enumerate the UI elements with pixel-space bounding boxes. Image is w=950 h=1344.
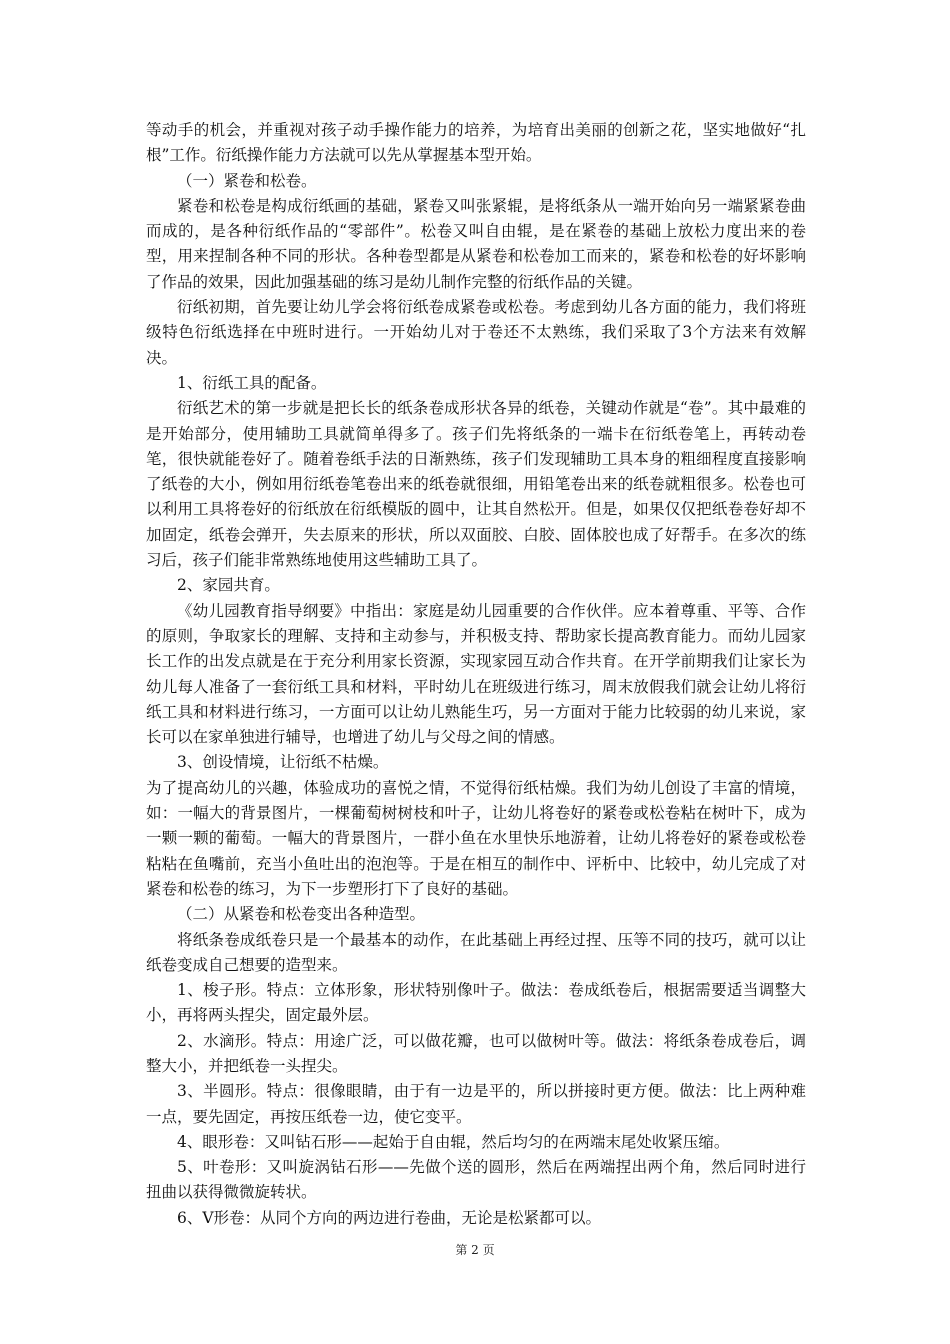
- paragraph: （一）紧卷和松卷。: [177, 171, 317, 190]
- document-body: [146, 118, 806, 1231]
- paragraph: 衍纸初期，首先要让幼儿学会将衍纸卷成紧卷或松卷。考虑到幼儿各方面的能力，我们将班级特色衍纸选择在中班时进行。一开始幼儿对于卷还不太熟练，我们采取了3个方法来有效解决。: [146, 298, 806, 367]
- paragraph: 2、家园共育。: [177, 576, 280, 595]
- paragraph: 紧卷和松卷是构成衍纸画的基础，紧卷又叫张紧辊，是将纸条从一端开始向另一端紧紧卷曲而成的，是各种衍纸作品的“零部件”。松卷又叫自由辊，是在紧卷的基础上放松力度出来的卷型，用来捏制各种不同的形状。各种卷型都是从紧卷和松卷加工而来的，紧卷和松卷的好坏影响了作品的效果，因此加强基础的练习是幼儿制作完整的衍纸作品的关键。: [146, 196, 806, 291]
- paragraph: 衍纸艺术的第一步就是把长长的纸条卷成形状各异的纸卷，关键动作就是“卷”。其中最难的是开始部分，使用辅助工具就简单得多了。孩子们先将纸条的一端卡在衍纸卷笔上，再转动卷笔，很快就能卷好了。随着卷纸手法的日渐熟练，孩子们发现辅助工具本身的粗细程度直接影响了纸卷的大小，例如用衍纸卷笔卷出来的纸卷就很细，用铅笔卷出来的纸卷就粗很多。松卷也可以利用工具将卷好的衍纸放在衍纸模版的圆中，让其自然松开。但是，如果仅仅把纸卷卷好却不加固定，纸卷会弹开，失去原来的形状，所以双面胶、白胶、固体胶也成了好帮手。在多次的练习后，孩子们能非常熟练地使用这些辅助工具了。: [146, 399, 806, 570]
- paragraph: 为了提高幼儿的兴趣，体验成功的喜悦之情，不觉得衍纸枯燥。我们为幼儿创设了丰富的情境，如：一幅大的背景图片，一棵葡萄树树枝和叶子，让幼儿将卷好的紧卷或松卷粘在树叶下，成为一颗一颗的葡萄。一幅大的背景图片，一群小鱼在水里快乐地游着，让幼儿将卷好的紧卷或松卷粘粘在鱼嘴前，充当小鱼吐出的泡泡等。于是在相互的制作中、评析中、比较中，幼儿完成了对紧卷和松卷的练习，为下一步塑形打下了良好的基础。: [146, 778, 806, 898]
- paragraph: 2、水滴形。特点：用途广泛，可以做花瓣，也可以做树叶等。做法：将纸条卷成卷后，调整大小，并把纸卷一头捏尖。: [146, 1031, 806, 1075]
- paragraph: 将纸条卷成纸卷只是一个最基本的动作，在此基础上再经过捏、压等不同的技巧，就可以让纸卷变成自己想要的造型来。: [146, 930, 806, 974]
- paragraph: 6、V形卷：从同个方向的两边进行卷曲，无论是松紧都可以。: [177, 1208, 602, 1227]
- paragraph: 《幼儿园教育指导纲要》中指出：家庭是幼儿园重要的合作伙伴。应本着尊重、平等、合作的原则，争取家长的理解、支持和主动参与，并积极支持、帮助家长提高教育能力。而幼儿园家长工作的出发点就是在于充分利用家长资源，实现家园互动合作共育。在开学前期我们让家长为幼儿每人准备了一套衍纸工具和材料，平时幼儿在班级进行练习，周末放假我们就会让幼儿将衍纸工具和材料进行练习，一方面可以让幼儿熟能生巧，另一方面对于能力比较弱的幼儿来说，家长可以在家单独进行辅导，也增进了幼儿与父母之间的情感。: [146, 601, 806, 747]
- paragraph: 等动手的机会，并重视对孩子动手操作能力的培养，为培育出美丽的创新之花，坚实地做好“扎根”工作。衍纸操作能力方法就可以先从掌握基本型开始。: [146, 121, 806, 165]
- paragraph: 1、衍纸工具的配备。: [177, 373, 327, 392]
- paragraph: 5、叶卷形：又叫旋涡钻石形——先做个送的圆形，然后在两端捏出两个角，然后同时进行扭曲以获得微微旋转状。: [146, 1158, 806, 1202]
- page-number: 第 2 页: [455, 1243, 495, 1257]
- paragraph: 3、创设情境，让衍纸不枯燥。: [177, 753, 389, 772]
- paragraph: 3、半圆形。特点：很像眼睛，由于有一边是平的，所以拼接时更方便。做法：比上两种难一点，要先固定，再按压纸卷一边，使它变平。: [146, 1082, 806, 1126]
- paragraph: 4、眼形卷：又叫钻石形——起始于自由辊，然后均匀的在两端末尾处收紧压缩。: [177, 1132, 730, 1151]
- paragraph: 1、梭子形。特点：立体形象，形状特别像叶子。做法：卷成纸卷后，根据需要适当调整大小，再将两头捏尖，固定最外层。: [146, 981, 806, 1025]
- paragraph: （二）从紧卷和松卷变出各种造型。: [177, 905, 426, 924]
